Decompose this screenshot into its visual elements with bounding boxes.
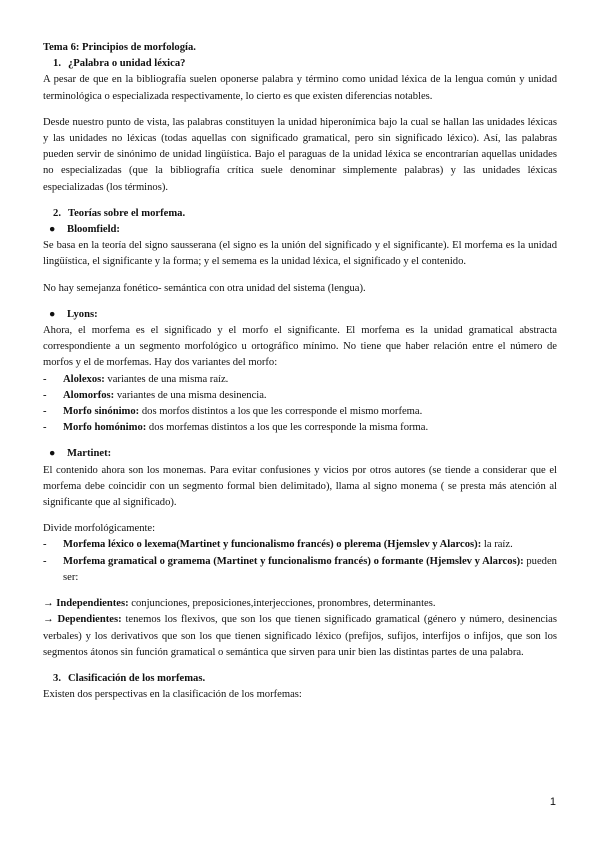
section-2-heading: 2. Teorías sobre el morfema. [53, 207, 186, 219]
list-item: - Morfo homónimo: dos morfemas distintos a los que les corresponde la misma forma. [43, 422, 429, 434]
bullet-icon: ● [49, 448, 56, 460]
arrow-item-dependientes: → Dependientes: tenemos los flexivos, que son los que tienen significado gramatical (género y número, desinencias verbales) y los derivativos que son los que tienen significado léxico (prefijos, sufijos, interfijos o infijos, que son los segmentos átonos sin función gramatical o semántica que sirven para unir bien las distintas partes de una palabra. [43, 614, 557, 658]
paragraph: Desde nuestro punto de vista, las palabras constituyen la unidad hiperonímica bajo la cual se hallan las unidades léxicas y las unidades no léxicas (todas aquellas con significado gramatical, pero sin significado léxico). Así, las palabras pueden servir de sinónimo de unidad lingüística. Bajo el paraguas de la unidad léxica se encontrarían aquellas unidades no especializadas (que la bibliografía crítica suele denominar simplemente palabras) y las unidades léxicas especializadas (los términos). [43, 116, 557, 193]
paragraph: Se basa en la teoría del signo sausserana (el signo es la unión del significado y el significante). El morfema es la unidad lingüística, el significante y la forma; y el semema es la unidad léxica, el significado y el contenido. [43, 240, 557, 268]
paragraph: El contenido ahora son los monemas. Para evitar confusiones y vicios por otros autores (se tiende a considerar que el morfema debe coincidir con un segmento formal bien delimitado), llama al signo monema ( se presta más atención al significante que al significado). [43, 464, 557, 509]
bullet-lyons: ● Lyons: [43, 307, 557, 323]
paragraph: A pesar de que en la bibliografía suelen oponerse palabra y término como unidad léxica de la lengua común y unidad terminológica o especializada respectivamente, lo cierto es que existen diferencias notables. [43, 74, 557, 102]
page-number: 1 [549, 796, 556, 808]
paragraph: Ahora, el morfema es el significado y el morfo el significante. El morfema es la unidad gramatical abstracta correspondiente a un segmento morfológico u ortográfico mínimo. No tiene que haber relación entre el número de morfos y el de morfemas. Hay dos variantes del morfo: [43, 325, 557, 369]
arrow-item-independientes: → Independientes: conjunciones, preposiciones,interjecciones, pronombres, determinantes. [43, 598, 436, 610]
section-1-heading: 1. ¿Palabra o unidad léxica? [53, 58, 186, 70]
paragraph: Existen dos perspectivas en la clasificación de los morfemas: [43, 689, 302, 701]
list-item: - Morfo sinónimo: dos morfos distintos a los que les corresponde el mismo morfema. [43, 406, 423, 418]
paragraph: No hay semejanza fonético- semántica con otra unidad del sistema (lengua). [43, 282, 366, 294]
list-item: - Morfema gramatical o gramema (Martinet y funcionalismo francés) o formante (Hjemslev y Alarcos): pueden ser: [43, 555, 557, 583]
bullet-icon: ● [49, 224, 56, 236]
bullet-martinet: ● Martinet: [43, 446, 557, 462]
bullet-bloomfield: ● Bloomfield: [43, 222, 557, 238]
paragraph: Divide morfológicamente: [43, 523, 156, 535]
bullet-icon: ● [49, 308, 56, 320]
list-item: - Alolexos: variantes de una misma raíz. [43, 373, 229, 385]
page-title: Tema 6: Principios de morfología. [43, 42, 196, 53]
list-item: - Alomorfos: variantes de una misma desinencia. [43, 389, 267, 401]
list-item: - Morfema léxico o lexema(Martinet y funcionalismo francés) o plerema (Hjemslev y Alarcos): la raíz. [43, 539, 513, 551]
document-page [43, 40, 557, 703]
section-3-heading: 3. Clasificación de los morfemas. [53, 672, 206, 684]
